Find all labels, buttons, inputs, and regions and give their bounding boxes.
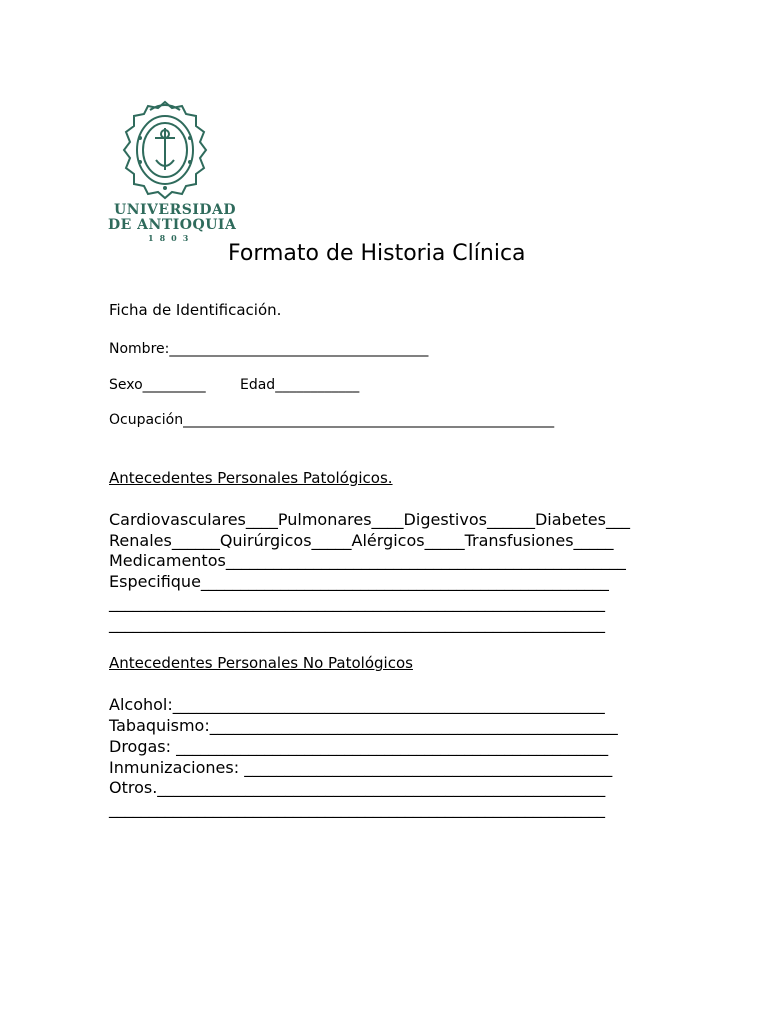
drogas-field: Drogas: ______________________________________________________	[109, 737, 609, 756]
page-title: Formato de Historia Clínica	[228, 241, 526, 266]
patologicos-heading: Antecedentes Personales Patológicos.	[109, 469, 393, 487]
especifique-field: Especifique___________________________________________________	[109, 572, 609, 591]
tabaquismo-field: Tabaquismo:___________________________________________________	[109, 716, 618, 735]
ocupacion-field: Ocupación_____________________________________________________	[109, 412, 555, 428]
patologicos-row-2: Renales______Quirúrgicos_____Alérgicos_____Transfusiones_____	[109, 531, 614, 550]
nombre-field: Nombre:_____________________________________	[109, 341, 429, 357]
inmunizaciones-field: Inmunizaciones: ______________________________________________	[109, 758, 613, 777]
logo-line-1: UNIVERSIDAD	[114, 202, 237, 218]
logo-line-2: DE ANTIOQUIA	[108, 217, 237, 233]
blank-line: ______________________________________________________________	[109, 799, 605, 818]
alcohol-field: Alcohol:______________________________________________________	[109, 695, 605, 714]
university-logo	[108, 98, 237, 246]
blank-line: ______________________________________________________________	[109, 593, 605, 612]
patologicos-row-1: Cardiovasculares____Pulmonares____Digestivos______Diabetes___	[109, 510, 630, 529]
sexo-field: Sexo_________	[109, 377, 206, 393]
no-patologicos-heading: Antecedentes Personales No Patológicos	[109, 654, 413, 672]
logo-year: 1803	[148, 233, 195, 243]
medicamentos-field: Medicamentos__________________________________________________	[109, 551, 626, 570]
university-seal-icon	[120, 98, 210, 202]
blank-line: ______________________________________________________________	[109, 614, 605, 633]
ficha-heading: Ficha de Identificación.	[109, 301, 282, 319]
otros-field: Otros.________________________________________________________	[109, 778, 606, 797]
edad-field: Edad____________	[240, 377, 360, 393]
